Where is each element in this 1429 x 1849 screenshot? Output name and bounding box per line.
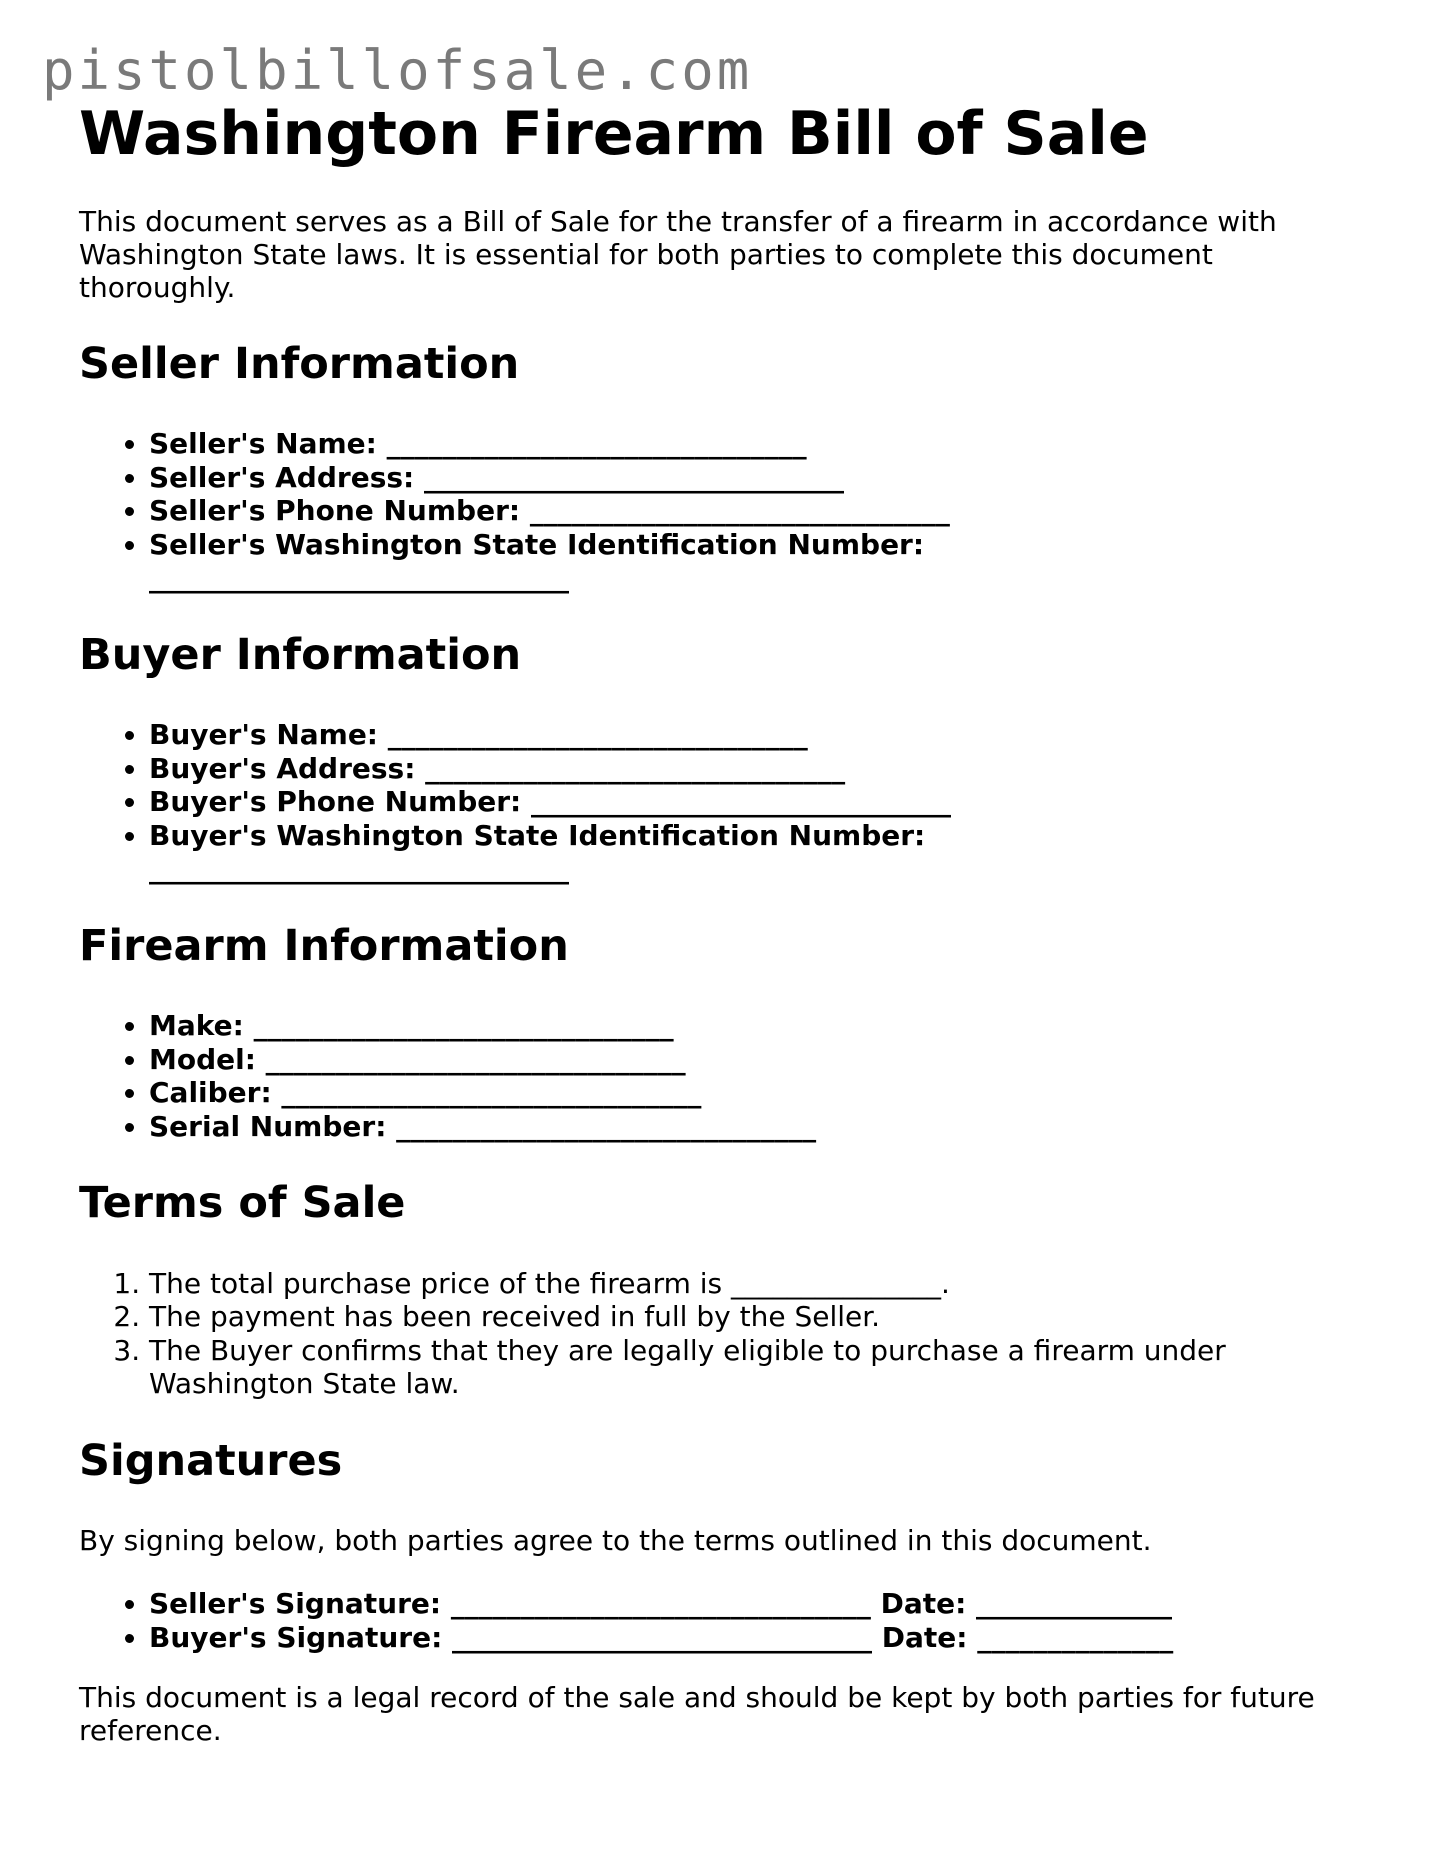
firearm-serial-field: • Serial Number: ______________________________ bbox=[149, 1110, 1349, 1144]
seller-address-field: • Seller's Address: ______________________________ bbox=[149, 461, 1349, 495]
firearm-make-field: • Make: ______________________________ bbox=[149, 1009, 1349, 1043]
terms-item-price: 1. The total purchase price of the firearm is _______________. bbox=[149, 1267, 1349, 1301]
closing-paragraph: This document is a legal record of the sale and should be kept by both parties for future reference. bbox=[79, 1681, 1315, 1748]
seller-name-field: • Seller's Name: ______________________________ bbox=[149, 427, 1349, 461]
buyer-name-field: • Buyer's Name: ______________________________ bbox=[149, 718, 1349, 752]
firearm-caliber-field: • Caliber: ______________________________ bbox=[149, 1076, 1349, 1110]
buyer-signature-line: • Buyer's Signature: ______________________________ Date: ______________ bbox=[149, 1621, 1349, 1655]
buyer-heading: Buyer Information bbox=[79, 629, 522, 680]
document-page bbox=[79, 100, 1349, 1747]
buyer-address-field: • Buyer's Address: ______________________________ bbox=[149, 752, 1349, 786]
terms-list bbox=[79, 1267, 1349, 1401]
terms-item-eligibility: 3. The Buyer confirms that they are legally eligible to purchase a firearm under Washington State law. bbox=[149, 1334, 1349, 1401]
signatures-list bbox=[79, 1587, 1349, 1654]
firearm-fields-list bbox=[79, 1009, 1349, 1143]
seller-heading: Seller Information bbox=[79, 339, 520, 389]
buyer-fields-list bbox=[79, 718, 1349, 886]
seller-phone-field: • Seller's Phone Number: ______________________________ bbox=[149, 494, 1349, 528]
document-title: Washington Firearm Bill of Sale bbox=[79, 99, 1149, 169]
seller-id-field: • Seller's Washington State Identification Number: ______________________________ bbox=[149, 528, 1349, 595]
signatures-heading: Signatures bbox=[79, 1435, 343, 1486]
terms-item-payment: 2. The payment has been received in full by the Seller. bbox=[149, 1300, 1349, 1334]
firearm-heading: Firearm Information bbox=[79, 920, 569, 971]
buyer-phone-field: • Buyer's Phone Number: ______________________________ bbox=[149, 785, 1349, 819]
signatures-intro: By signing below, both parties agree to the terms outlined in this document. bbox=[79, 1524, 1152, 1558]
seller-signature-line: • Seller's Signature: ______________________________ Date: ______________ bbox=[149, 1587, 1349, 1621]
terms-heading: Terms of Sale bbox=[79, 1178, 406, 1229]
seller-fields-list bbox=[79, 427, 1349, 595]
intro-paragraph: This document serves as a Bill of Sale for the transfer of a firearm in accordance with Washington State laws. It is essential for both parties to complete this document thoroughly. bbox=[79, 205, 1277, 304]
watermark: pistolbillofsale.com bbox=[42, 39, 753, 102]
firearm-model-field: • Model: ______________________________ bbox=[149, 1043, 1349, 1077]
buyer-id-field: • Buyer's Washington State Identification Number: ______________________________ bbox=[149, 819, 1349, 886]
